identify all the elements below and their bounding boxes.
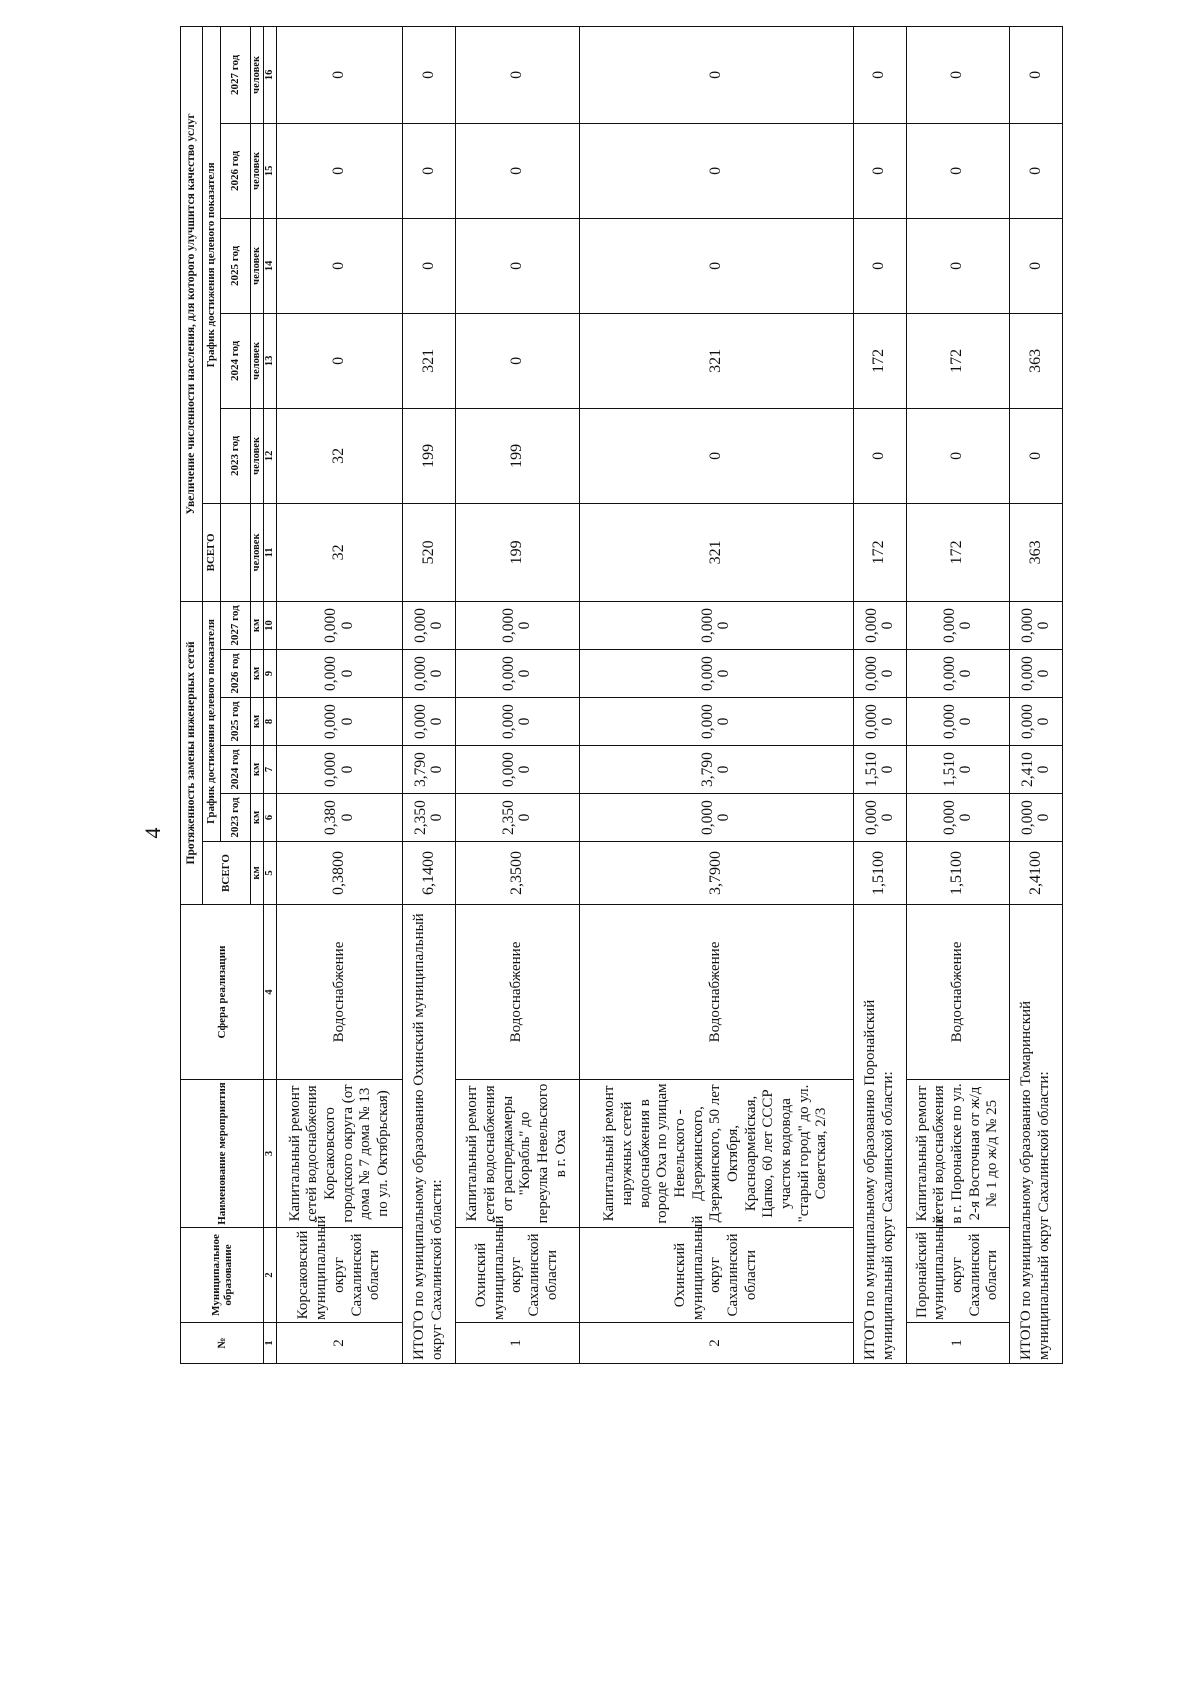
- row-km-total: 2,4100: [1009, 842, 1062, 905]
- row-municipality: Корсаковский муниципальный округ Сахалинской области: [277, 1228, 403, 1323]
- row-municipality: Поронайский муниципальный округ Сахалинской области: [906, 1228, 1009, 1323]
- row-people-year: 0: [906, 123, 1009, 218]
- row-km-total: 3,7900: [579, 842, 853, 905]
- row-measure: Капитальный ремонт сетей водоснабжения в г. Поронайске по ул. 2-я Восточная от ж/д № 1 до ж/д № 25: [906, 1080, 1009, 1228]
- km-value-tail: 0: [878, 669, 896, 678]
- row-sphere: Водоснабжение: [456, 905, 579, 1080]
- km-value-tail: 0: [428, 669, 446, 678]
- row-people-year: 363: [1009, 313, 1062, 408]
- km-value-tail: 0: [878, 813, 896, 822]
- row-people-year: 0: [403, 123, 456, 218]
- unit-km: км: [251, 601, 264, 649]
- row-num: 2: [579, 1323, 853, 1364]
- km-value-tail: 0: [956, 765, 974, 774]
- km-value-tail: 0: [1034, 717, 1052, 726]
- km-value: 0,000: [698, 704, 716, 739]
- km-value: 2,350: [411, 800, 429, 835]
- km-value: 0,000: [322, 608, 340, 643]
- km-value-tail: 0: [338, 717, 356, 726]
- km-value-tail: 0: [338, 621, 356, 630]
- row-km-year: [853, 650, 906, 698]
- km-value-tail: 0: [428, 717, 446, 726]
- row-km-year: [456, 746, 579, 794]
- km-value-tail: 0: [878, 621, 896, 630]
- km-value-tail: 0: [516, 669, 534, 678]
- row-km-total: 2,3500: [456, 842, 579, 905]
- km-value-tail: 0: [1034, 813, 1052, 822]
- km-value-tail: 0: [338, 813, 356, 822]
- header-measure: Наименование мероприятия: [181, 1080, 264, 1228]
- row-km-year: [906, 746, 1009, 794]
- row-municipality: Охинский муниципальный округ Сахалинской области: [456, 1228, 579, 1323]
- row-km-year: [277, 650, 403, 698]
- km-value: 0,000: [940, 704, 958, 739]
- table-row: [456, 26, 579, 1363]
- row-people-year: 0: [579, 123, 853, 218]
- total-label: ИТОГО по муниципальному образованию Поронайский муниципальный округ Сахалинской области:: [853, 905, 906, 1364]
- row-km-year: [1009, 601, 1062, 649]
- row-measure: Капитальный ремонт сетей водоснабжения от распредкамеры "Корабль" до переулка Невельского в г. Оха: [456, 1080, 579, 1228]
- row-km-year: [853, 746, 906, 794]
- row-km-year: [579, 794, 853, 842]
- km-value: 0,000: [862, 704, 880, 739]
- row-people-year: 0: [853, 123, 906, 218]
- row-km-year: [906, 794, 1009, 842]
- row-km-year: [403, 746, 456, 794]
- row-people-year: 0: [456, 123, 579, 218]
- km-value: 0,000: [1018, 800, 1036, 835]
- row-people-year: 321: [579, 313, 853, 408]
- km-value-tail: 0: [1034, 621, 1052, 630]
- km-value-tail: 0: [715, 717, 733, 726]
- row-km-total: 0,3800: [277, 842, 403, 905]
- row-km-year: [456, 650, 579, 698]
- unit-km: км: [251, 842, 264, 905]
- km-value-tail: 0: [715, 669, 733, 678]
- row-measure: Капитальный ремонт наружных сетей водоснабжения в городе Оха по улицам Невельского - Дзержинского, Дзержинского, 50 лет Октября, Красноармейская, Цапко, 60 лет СССР участок водовода "старый город" до ул. Советская, 2/3: [579, 1080, 853, 1228]
- row-people-year: 0: [456, 313, 579, 408]
- header-population-group: Увеличение численности населения, для которого улучшится качество услуг: [181, 26, 203, 601]
- row-people-year: 32: [277, 408, 403, 503]
- row-people-year: 0: [277, 26, 403, 123]
- km-value-tail: 0: [715, 765, 733, 774]
- unit-km: км: [251, 794, 264, 842]
- km-value-tail: 0: [1034, 765, 1052, 774]
- km-value: 0,000: [322, 704, 340, 739]
- row-km-total: 1,5100: [853, 842, 906, 905]
- row-people-year: 172: [853, 313, 906, 408]
- km-value-tail: 0: [715, 621, 733, 630]
- row-sphere: Водоснабжение: [277, 905, 403, 1080]
- table-row: [906, 26, 1009, 1363]
- row-km-year: [579, 698, 853, 746]
- km-value-tail: 0: [428, 813, 446, 822]
- row-people-total: 32: [277, 503, 403, 601]
- unit-people: человек: [251, 503, 264, 601]
- row-people-total: 520: [403, 503, 456, 601]
- row-km-year: [1009, 650, 1062, 698]
- km-value: 2,410: [1018, 752, 1036, 787]
- unit-people: человек: [251, 313, 264, 408]
- row-people-total: 363: [1009, 503, 1062, 601]
- row-km-total: 1,5100: [906, 842, 1009, 905]
- table-header: [181, 26, 277, 1363]
- column-number: 4: [264, 905, 277, 1080]
- unit-people: человек: [251, 123, 264, 218]
- km-value-tail: 0: [1034, 669, 1052, 678]
- km-value: 0,000: [500, 656, 517, 691]
- km-value: 0,000: [862, 656, 880, 691]
- total-label: ИТОГО по муниципальному образованию Охинский муниципальный округ Сахалинской области:: [403, 905, 456, 1364]
- column-number: 11: [264, 503, 277, 601]
- unit-km: км: [251, 650, 264, 698]
- header-population-year: 2026 год: [221, 123, 251, 218]
- column-number: 8: [264, 698, 277, 746]
- km-value: 3,790: [411, 752, 429, 787]
- row-km-year: [579, 650, 853, 698]
- row-people-year: 0: [579, 408, 853, 503]
- km-value-tail: 0: [956, 813, 974, 822]
- row-km-year: [579, 601, 853, 649]
- row-km-year: [456, 794, 579, 842]
- unit-people: человек: [251, 218, 264, 313]
- header-population-year: 2023 год: [221, 408, 251, 503]
- row-people-year: 0: [1009, 218, 1062, 313]
- row-people-year: 0: [906, 408, 1009, 503]
- column-number: 14: [264, 218, 277, 313]
- row-km-year: [277, 601, 403, 649]
- row-km-year: [906, 698, 1009, 746]
- row-people-year: 0: [579, 218, 853, 313]
- km-value-tail: 0: [956, 717, 974, 726]
- km-value: 2,350: [500, 800, 517, 835]
- total-label: ИТОГО по муниципальному образованию Томаринский муниципальный округ Сахалинской области:: [1009, 905, 1062, 1364]
- km-value: 0,000: [862, 608, 880, 643]
- km-value: 0,000: [500, 608, 517, 643]
- column-number: 16: [264, 26, 277, 123]
- row-km-year: [403, 794, 456, 842]
- row-people-year: 0: [277, 313, 403, 408]
- row-people-year: 0: [853, 218, 906, 313]
- total-row: [1009, 26, 1062, 1363]
- km-value-tail: 0: [956, 621, 974, 630]
- row-people-year: 0: [906, 26, 1009, 123]
- km-value-tail: 0: [516, 765, 534, 774]
- row-people-year: 199: [403, 408, 456, 503]
- row-people-year: 0: [853, 408, 906, 503]
- row-people-year: 0: [853, 26, 906, 123]
- row-km-year: [906, 601, 1009, 649]
- km-value: 0,000: [1018, 608, 1036, 643]
- km-value: 0,000: [940, 656, 958, 691]
- km-value: 0,000: [698, 656, 716, 691]
- row-km-year: [579, 746, 853, 794]
- row-km-year: [853, 794, 906, 842]
- row-people-year: 0: [1009, 123, 1062, 218]
- row-km-year: [853, 601, 906, 649]
- row-people-year: 0: [277, 123, 403, 218]
- header-population-total: ВСЕГО: [203, 503, 221, 601]
- header-num: №: [181, 1323, 264, 1364]
- km-value-tail: 0: [878, 717, 896, 726]
- km-value: 1,510: [940, 752, 958, 787]
- row-num: 1: [906, 1323, 1009, 1364]
- row-people-year: 172: [906, 313, 1009, 408]
- header-length-schedule: График достижения целевого показателя: [203, 601, 221, 841]
- column-number: 3: [264, 1080, 277, 1228]
- km-value: 0,380: [322, 800, 340, 835]
- km-value-tail: 0: [428, 621, 446, 630]
- km-value: 0,000: [1018, 656, 1036, 691]
- header-population-year: 2024 год: [221, 313, 251, 408]
- row-km-year: [1009, 794, 1062, 842]
- column-number: 12: [264, 408, 277, 503]
- km-value: 0,000: [698, 800, 716, 835]
- row-km-year: [456, 698, 579, 746]
- column-number: 7: [264, 746, 277, 794]
- row-people-total: 199: [456, 503, 579, 601]
- column-number: 6: [264, 794, 277, 842]
- km-value-tail: 0: [516, 621, 534, 630]
- row-people-year: 0: [1009, 26, 1062, 123]
- row-people-year: 321: [403, 313, 456, 408]
- row-num: 2: [277, 1323, 403, 1364]
- km-value-tail: 0: [516, 717, 534, 726]
- row-km-year: [403, 698, 456, 746]
- km-value-tail: 0: [338, 669, 356, 678]
- page-number: 4: [140, 827, 165, 839]
- row-km-year: [1009, 698, 1062, 746]
- unit-km: км: [251, 746, 264, 794]
- header-population-year: 2025 год: [221, 218, 251, 313]
- row-km-year: [456, 601, 579, 649]
- column-number: 5: [264, 842, 277, 905]
- row-km-year: [277, 698, 403, 746]
- row-people-year: 0: [906, 218, 1009, 313]
- engineering-networks-table: [180, 26, 1063, 1364]
- km-value-tail: 0: [878, 765, 896, 774]
- header-length-total: ВСЕГО: [203, 842, 251, 905]
- km-value-tail: 0: [516, 813, 534, 822]
- column-number: 2: [264, 1228, 277, 1323]
- row-km-year: [853, 698, 906, 746]
- header-sphere: Сфера реализации: [181, 905, 264, 1080]
- table-body: [277, 26, 1063, 1363]
- km-value: 0,000: [322, 656, 340, 691]
- km-value: 0,000: [500, 752, 517, 787]
- row-sphere: Водоснабжение: [906, 905, 1009, 1080]
- column-number-row: [264, 26, 277, 1363]
- header-length-year: 2027 год: [221, 601, 251, 649]
- km-value: 0,000: [411, 656, 429, 691]
- header-municipality: Муниципальное образование: [181, 1228, 264, 1323]
- row-km-year: [277, 746, 403, 794]
- total-row: [853, 26, 906, 1363]
- total-row: [403, 26, 456, 1363]
- row-people-year: 0: [456, 26, 579, 123]
- header-population-schedule: График достижения целевого показателя: [203, 26, 221, 503]
- km-value: 0,000: [411, 608, 429, 643]
- header-length-year: 2025 год: [221, 698, 251, 746]
- km-value: 3,790: [698, 752, 716, 787]
- km-value: 1,510: [862, 752, 880, 787]
- km-value: 0,000: [322, 752, 340, 787]
- column-number: 9: [264, 650, 277, 698]
- unit-people: человек: [251, 26, 264, 123]
- row-people-total: 321: [579, 503, 853, 601]
- row-measure: Капитальный ремонт сетей водоснабжения Корсаковского городского округа (от дома № 7 дома № 13 по ул. Октябрьская): [277, 1080, 403, 1228]
- row-people-year: 0: [277, 218, 403, 313]
- km-value-tail: 0: [956, 669, 974, 678]
- row-km-year: [906, 650, 1009, 698]
- km-value: 0,000: [698, 608, 716, 643]
- table-row: [579, 26, 853, 1363]
- row-km-total: 6,1400: [403, 842, 456, 905]
- column-number: 13: [264, 313, 277, 408]
- km-value-tail: 0: [338, 765, 356, 774]
- row-municipality: Охинский муниципальный округ Сахалинской области: [579, 1228, 853, 1323]
- km-value: 0,000: [500, 704, 517, 739]
- km-value-tail: 0: [715, 813, 733, 822]
- row-km-year: [1009, 746, 1062, 794]
- row-km-year: [403, 601, 456, 649]
- row-people-year: 199: [456, 408, 579, 503]
- row-num: 1: [456, 1323, 579, 1364]
- row-people-year: 0: [403, 26, 456, 123]
- row-people-year: 0: [403, 218, 456, 313]
- km-value: 0,000: [862, 800, 880, 835]
- row-people-total: 172: [853, 503, 906, 601]
- column-number: 1: [264, 1323, 277, 1364]
- km-value: 0,000: [940, 608, 958, 643]
- header-length-year: 2026 год: [221, 650, 251, 698]
- row-km-year: [403, 650, 456, 698]
- row-people-year: 0: [579, 26, 853, 123]
- header-length-year: 2023 год: [221, 794, 251, 842]
- header-population-total-blank: [221, 503, 251, 601]
- row-people-year: 0: [456, 218, 579, 313]
- header-length-year: 2024 год: [221, 746, 251, 794]
- km-value-tail: 0: [428, 765, 446, 774]
- unit-people: человек: [251, 408, 264, 503]
- header-length-group: Протяженность замены инженерных сетей: [181, 601, 203, 904]
- row-km-year: [277, 794, 403, 842]
- table-row: [277, 26, 403, 1363]
- column-number: 15: [264, 123, 277, 218]
- km-value: 0,000: [411, 704, 429, 739]
- rotated-table-sheet: [180, 27, 1063, 1364]
- column-number: 10: [264, 601, 277, 649]
- km-value: 0,000: [1018, 704, 1036, 739]
- unit-km: км: [251, 698, 264, 746]
- row-people-total: 172: [906, 503, 1009, 601]
- header-population-year: 2027 год: [221, 26, 251, 123]
- row-sphere: Водоснабжение: [579, 905, 853, 1080]
- km-value: 0,000: [940, 800, 958, 835]
- row-people-year: 0: [1009, 408, 1062, 503]
